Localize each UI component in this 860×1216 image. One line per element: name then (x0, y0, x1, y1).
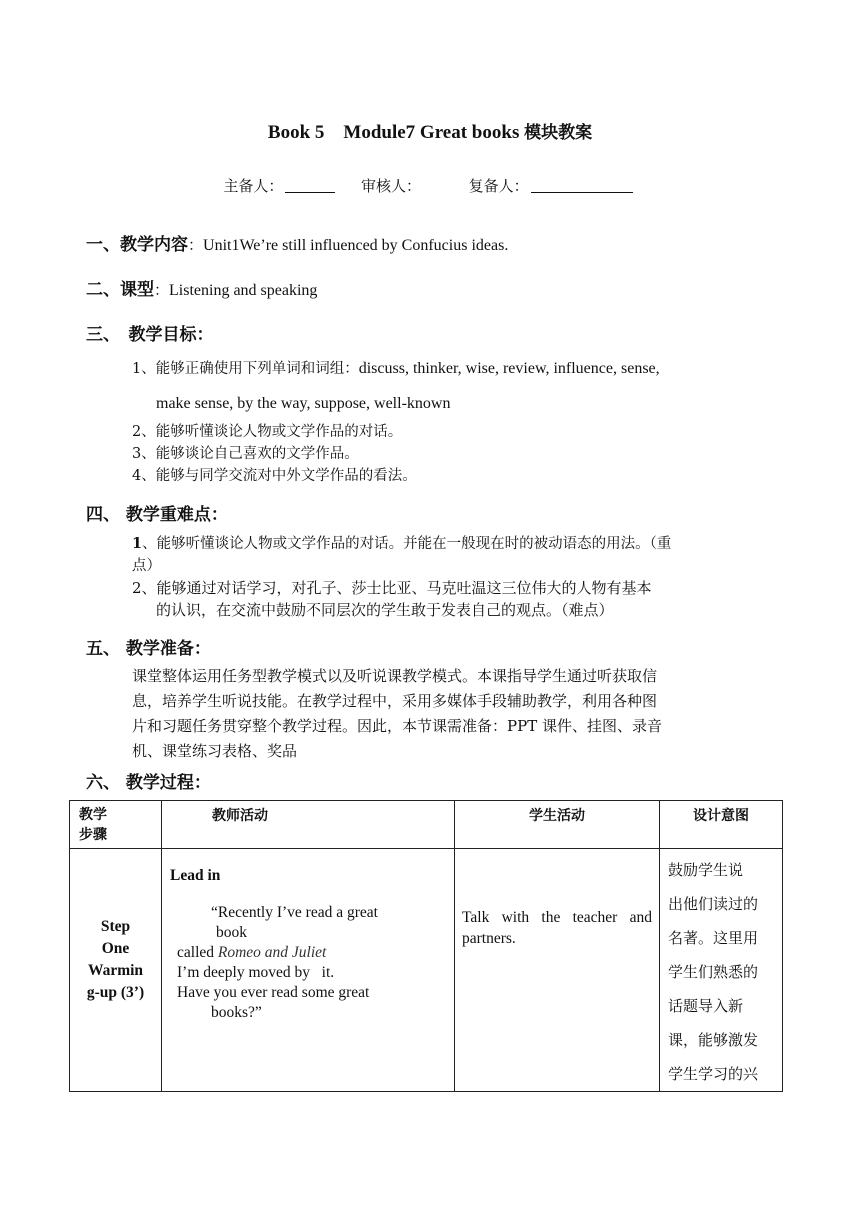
section-preparation-heading: 五、 教学准备： (86, 639, 211, 659)
lead-in-label: Lead in (170, 867, 221, 884)
reviewer-label: 审核人： (360, 177, 421, 195)
secondary-preparer-blank (531, 191, 633, 193)
section-type (86, 275, 317, 300)
student-activity-cell: Talk with the teacher and partners. (455, 849, 660, 1092)
section-keypoints-heading: 四、 教学重难点： (86, 505, 228, 525)
table-header-row (70, 801, 783, 849)
title-english: Book 5 Module7 Great books (267, 122, 520, 143)
header-student-activity: 学生活动 (455, 801, 660, 849)
title-chinese: 模块教案 (524, 123, 593, 143)
teacher-line-3: called Romeo and Juliet (177, 944, 327, 961)
teacher-line-6: books?” (211, 1004, 262, 1021)
preparation-paragraph: 课堂整体运用任务型教学模式以及听说课教学模式。本课指导学生通过听获取信 息，培养学生听说技能。在教学过程中，采用多媒体手段辅助教学，利用各种图 片和习题任务贯穿整个教学过程。因此，本节课需准备：PPT 课件、挂图、录音 机、课堂练习表格、奖品 (132, 667, 662, 760)
keypoint-item-2-cont: 的认识，在交流中鼓励不同层次的学生敢于发表自己的观点。（难点） (156, 601, 614, 619)
teacher-activity-cell (162, 849, 455, 1092)
objective-item-4: 4、能够与同学交流对中外文学作品的看法。 (132, 468, 417, 484)
objective-item-1: 1、能够正确使用下列单词和词组：discuss, thinker, wise, review, influence, sense, (132, 360, 660, 377)
section-type-heading: 二、课型： (86, 280, 170, 300)
header-step: 教学 步骤 (70, 801, 162, 849)
teacher-line-5: Have you ever read some great (177, 984, 370, 1001)
teacher-line-1: “Recently I’ve read a great (211, 904, 378, 921)
keypoint-item-1: 1、能够听懂谈论人物或文学作品的对话。并能在一般现在时的被动语态的用法。（重 (132, 535, 672, 552)
teacher-line-2: book (216, 924, 247, 941)
section-content-value: Unit1We’re still influenced by Confucius ideas. (203, 237, 509, 254)
step-one-cell: Step One Warmin g-up (3’) (70, 849, 162, 1092)
section-objectives-heading: 三、 教学目标： (86, 325, 214, 345)
secondary-preparer-label: 复备人： (468, 177, 529, 195)
document-title (0, 117, 860, 144)
section-content-heading: 一、教学内容： (86, 235, 204, 255)
design-intent-cell: 鼓励学生说 出他们读过的 名著。这里用 学生们熟悉的 话题导入新 课，能够激发 学生学习的兴 (660, 849, 783, 1092)
main-preparer-label: 主备人： (223, 177, 284, 195)
section-process-heading: 六、 教学过程： (86, 773, 211, 793)
header-design-intent: 设计意图 (660, 801, 783, 849)
main-preparer-blank (285, 191, 335, 193)
table-row (70, 849, 783, 1092)
process-table (69, 800, 783, 1092)
keypoint-item-2: 2、能够通过对话学习，对孔子、莎士比亚、马克吐温这三位伟大的人物有基本 (132, 579, 652, 597)
section-content (86, 230, 508, 255)
teacher-line-4: I’m deeply moved by it. (177, 964, 335, 981)
keypoint-item-1-cont: 点） (132, 558, 161, 574)
preparers-line (0, 175, 860, 196)
objective-item-1-cont: make sense, by the way, suppose, well-known (156, 395, 451, 412)
objective-item-3: 3、能够谈论自己喜欢的文学作品。 (132, 446, 359, 462)
header-teacher-activity: 教师活动 (162, 801, 455, 849)
objective-item-2: 2、能够听懂谈论人物或文学作品的对话。 (132, 424, 403, 440)
section-type-value: Listening and speaking (169, 282, 318, 299)
